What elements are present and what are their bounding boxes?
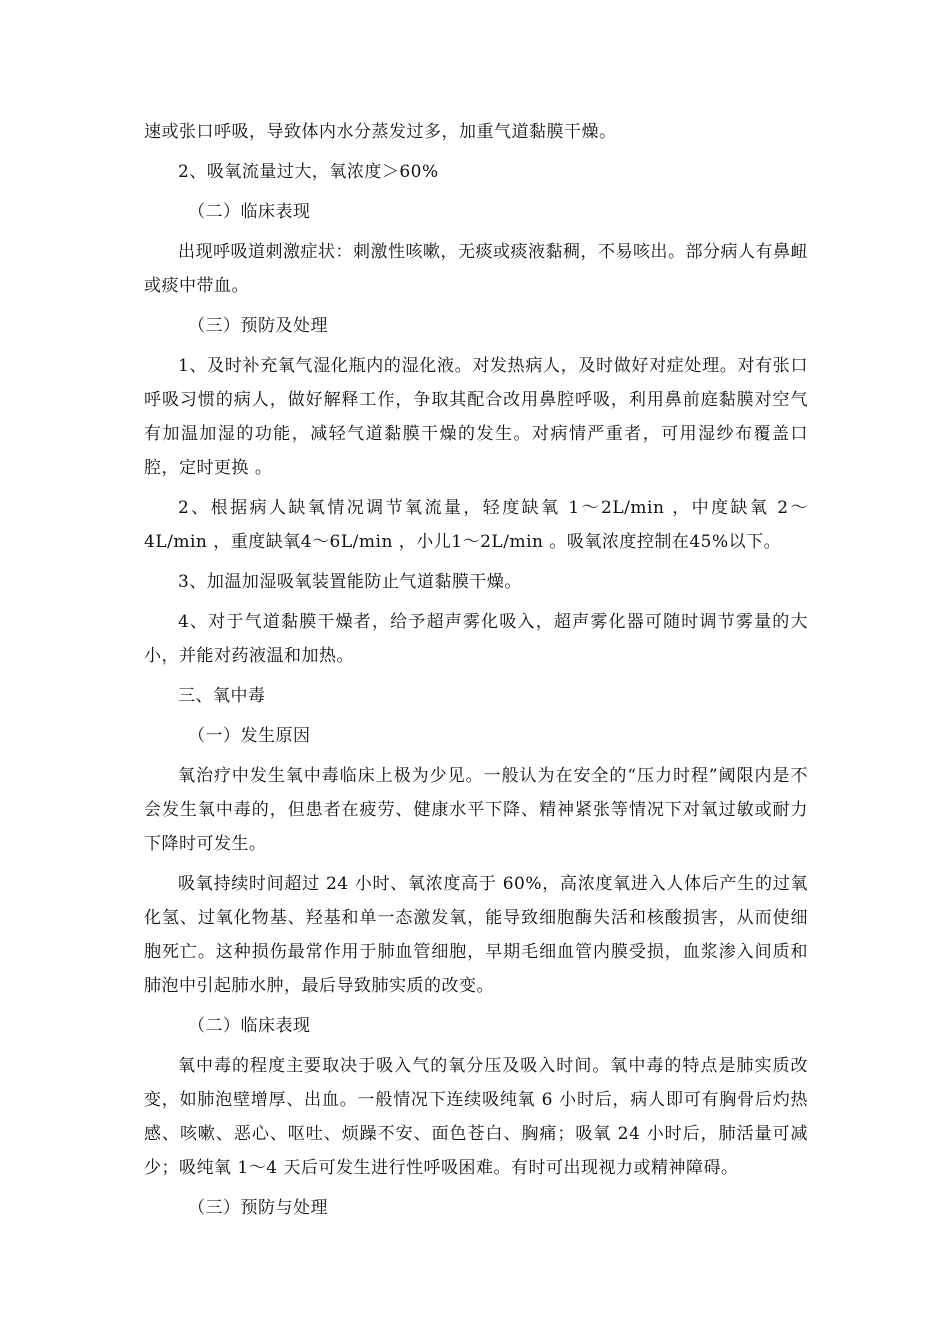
paragraph: 吸氧持续时间超过 24 小时、氧浓度高于 60%，高浓度氧进入人体后产生的过氧化氢、过氧化物基、羟基和单一态激发氧，能导致细胞酶失活和核酸损害，从而使细胞死亡。这种损伤最常作用于肺血管细胞，早期毛细血管内膜受损，血浆渗入间质和肺泡中引起肺水肿，最后导致肺实质的改变。 <box>144 874 808 996</box>
section-subheading: （二）临床表现 <box>188 1016 311 1036</box>
paragraph: 2、根据病人缺氧情况调节氧流量，轻度缺氧 1～2L/min ，中度缺氧 2～4L/min ，重度缺氧4～6L/min ，小儿1～2L/min 。吸氧浓度控制在45%以下。 <box>144 498 808 552</box>
paragraph: 速或张口呼吸，导致体内水分蒸发过多，加重气道黏膜干燥。 <box>144 122 617 142</box>
paragraph: 2、吸氧流量过大，氧浓度＞60% <box>178 162 439 182</box>
paragraph: 氧治疗中发生氧中毒临床上极为少见。一般认为在安全的“压力时程”阈限内是不会发生氧中毒的，但患者在疲劳、健康水平下降、精神紧张等情况下对氧过敏或耐力下降时可发生。 <box>144 766 808 854</box>
paragraph: 氧中毒的程度主要取决于吸入气的氧分压及吸入时间。氧中毒的特点是肺实质改变，如肺泡壁增厚、出血。一般情况下连续吸纯氧 6 小时后，病人即可有胸骨后灼热感、咳嗽、恶心、呕吐、烦躁不安、面色苍白、胸痛；吸氧 24 小时后，肺活量可减少；吸纯氧 1～4 天后可发生进行性呼吸困难。有时可出现视力或精神障碍。 <box>144 1056 808 1178</box>
section-subheading: （三）预防与处理 <box>188 1198 328 1218</box>
paragraph: 出现呼吸道刺激症状：刺激性咳嗽，无痰或痰液黏稠，不易咳出。部分病人有鼻衄或痰中带血。 <box>144 242 808 296</box>
section-subheading: （三）预防及处理 <box>188 316 328 336</box>
section-subheading: （二）临床表现 <box>188 202 311 222</box>
section-heading: 三、氧中毒 <box>178 686 266 706</box>
paragraph: 4、对于气道黏膜干燥者，给予超声雾化吸入，超声雾化器可随时调节雾量的大小，并能对药液温和加热。 <box>144 612 808 666</box>
section-subheading: （一）发生原因 <box>188 726 311 746</box>
paragraph: 1、及时补充氧气湿化瓶内的湿化液。对发热病人，及时做好对症处理。对有张口呼吸习惯的病人，做好解释工作，争取其配合改用鼻腔呼吸，利用鼻前庭黏膜对空气有加温加湿的功能，减轻气道黏膜干燥的发生。对病情严重者，可用湿纱布覆盖口腔，定时更换 。 <box>144 356 808 478</box>
paragraph: 3、加温加湿吸氧装置能防止气道黏膜干燥。 <box>178 572 522 592</box>
document-body <box>144 115 808 1231</box>
